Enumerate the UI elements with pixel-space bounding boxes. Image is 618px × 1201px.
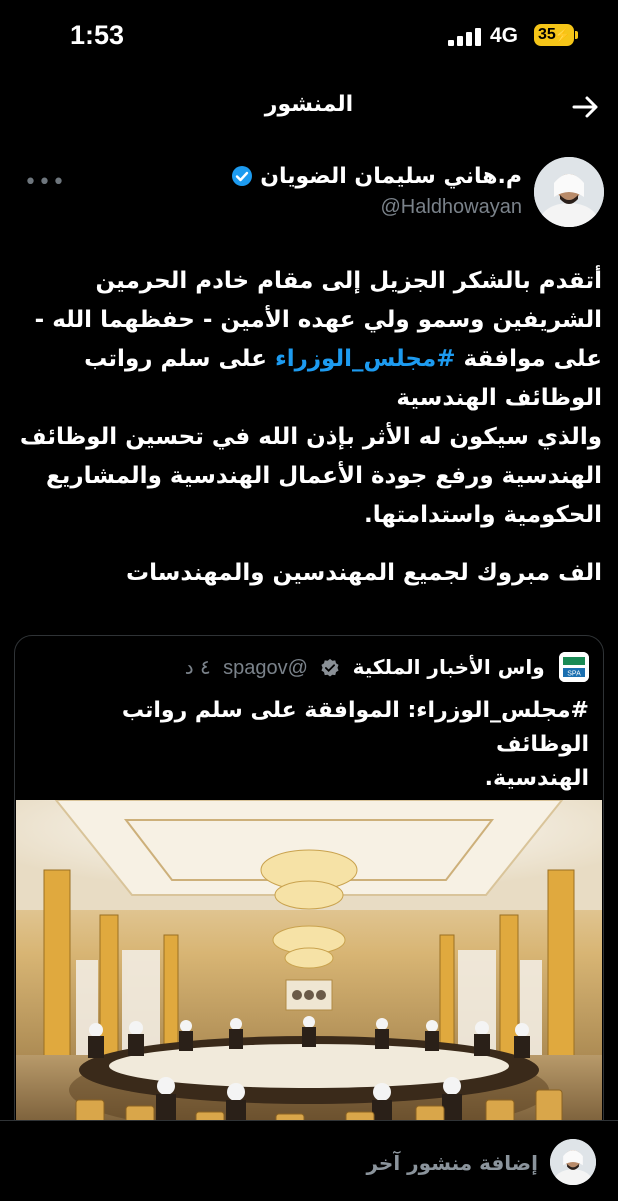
quote-line: #مجلس_الوزراء: الموافقة على سلم رواتب الوظائف: [121, 698, 589, 757]
composer-avatar: [550, 1139, 596, 1185]
author-avatar[interactable]: [534, 157, 604, 227]
post-line: الشريفين وسمو ولي عهده الأمين - حفظهما الله -: [34, 307, 602, 333]
reply-composer: [0, 1120, 618, 1201]
author-name-text: م.هاني سليمان الضويان: [260, 164, 522, 189]
network-type: 4G: [490, 24, 519, 47]
post-line: الوظائف الهندسية: [396, 385, 602, 411]
page-title: المنشور: [264, 92, 354, 117]
status-time: 1:53: [70, 20, 125, 50]
cabinet-meeting-photo[interactable]: [16, 800, 602, 1140]
quoted-post[interactable]: [14, 635, 604, 1157]
verified-badge-icon: [231, 165, 253, 187]
post-line: أتقدم بالشكر الجزيل إلى مقام خادم الحرمين: [95, 268, 602, 294]
add-post-input[interactable]: إضافة منشور آخر: [366, 1151, 538, 1175]
svg-text:SPA: SPA: [567, 670, 581, 678]
quote-header: [185, 652, 589, 682]
author-name[interactable]: [225, 164, 522, 189]
battery-tip: [575, 31, 578, 39]
more-icon[interactable]: •••: [24, 170, 66, 195]
author-handle[interactable]: @Haldhowayan: [380, 196, 522, 218]
post-line-part: على موافقة: [463, 346, 602, 372]
post-line: والذي سيكون له الأثر بإذن الله في تحسين الوظائف: [19, 424, 602, 450]
charging-icon: ⚡: [553, 27, 571, 43]
post-congrats: الف مبروك لجميع المهندسين والمهندسات: [126, 560, 602, 586]
post-body: [16, 262, 602, 535]
signal-icon: [448, 28, 484, 46]
quote-handle: @spagov: [223, 657, 308, 679]
status-bar: [0, 0, 618, 72]
post-line: [16, 340, 602, 379]
spa-logo-icon: [559, 652, 589, 682]
battery-icon: [534, 24, 574, 46]
post-line: الهندسية ورفع جودة الأعمال الهندسية والمشاريع: [46, 463, 602, 489]
post-line-part: على سلم رواتب: [84, 346, 267, 372]
quote-author-name: واس الأخبار الملكية: [352, 655, 545, 679]
battery-level: 35: [538, 26, 556, 43]
post-line: الحكومية واستدامتها.: [363, 502, 602, 528]
avatar-image: [534, 157, 604, 227]
top-header: [0, 72, 618, 140]
arrow-right-icon[interactable]: [568, 90, 602, 124]
quote-line: الهندسية.: [484, 766, 589, 791]
verified-badge-icon: [320, 658, 340, 678]
quote-time: ٤ د: [184, 655, 211, 679]
hashtag-link[interactable]: #مجلس_الوزراء: [274, 346, 456, 372]
